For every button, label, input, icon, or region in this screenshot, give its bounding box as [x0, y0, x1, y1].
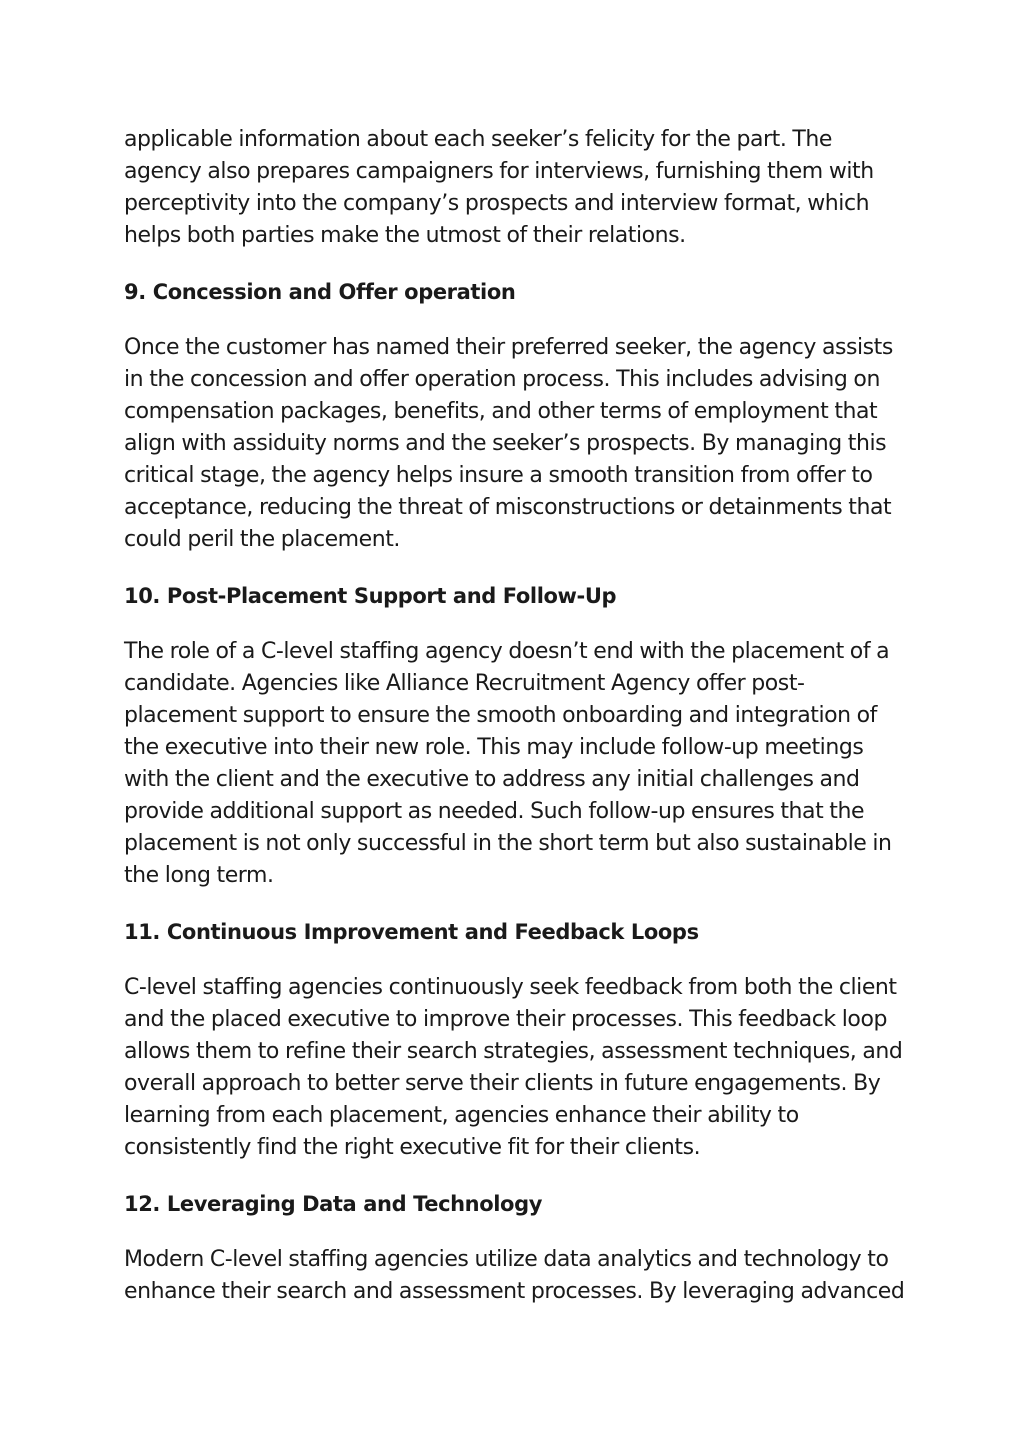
section-heading-12: 12. Leveraging Data and Technology	[124, 1192, 543, 1216]
paragraph-feedback-loops: C-level staffing agencies continuously seek feedback from both the client and the placed executive to improve their processes. This feedback loop allows them to refine their search strategies, assessment techniques, and overall approach to better serve their clients in future engagements. By learning from each placement, agencies enhance their ability to consistently find the right executive fit for their clients.	[124, 975, 903, 1160]
document-page	[124, 124, 914, 1308]
section-heading-10: 10. Post-Placement Support and Follow-Up	[124, 584, 617, 608]
paragraph-offer-operation: Once the customer has named their preferred seeker, the agency assists in the concession and offer operation process. This includes advising on compensation packages, benefits, and other terms of employment that align with assiduity norms and the seeker’s prospects. By managing this critical stage, the agency helps insure a smooth transition from offer to acceptance, reducing the threat of misconstructions or detainments that could peril the placement.	[124, 335, 893, 552]
paragraph-post-placement: The role of a C-level staffing agency doesn’t end with the placement of a candidate. Agencies like Alliance Recruitment Agency offer post-placement support to ensure the smooth onboarding and integration of the executive into their new role. This may include follow-up meetings with the client and the executive to address any initial challenges and provide additional support as needed. Such follow-up ensures that the placement is not only successful in the short term but also sustainable in the long term.	[124, 639, 892, 888]
section-heading-11: 11. Continuous Improvement and Feedback Loops	[124, 920, 699, 944]
section-heading-9: 9. Concession and Offer operation	[124, 280, 516, 304]
paragraph-interview-prep: applicable information about each seeker’s felicity for the part. The agency also prepares campaigners for interviews, furnishing them with perceptivity into the company’s prospects and interview format, which helps both parties make the utmost of their relations.	[124, 127, 874, 248]
paragraph-data-technology: Modern C-level staffing agencies utilize data analytics and technology to enhance their search and assessment processes. By leveraging advanced	[124, 1247, 905, 1304]
